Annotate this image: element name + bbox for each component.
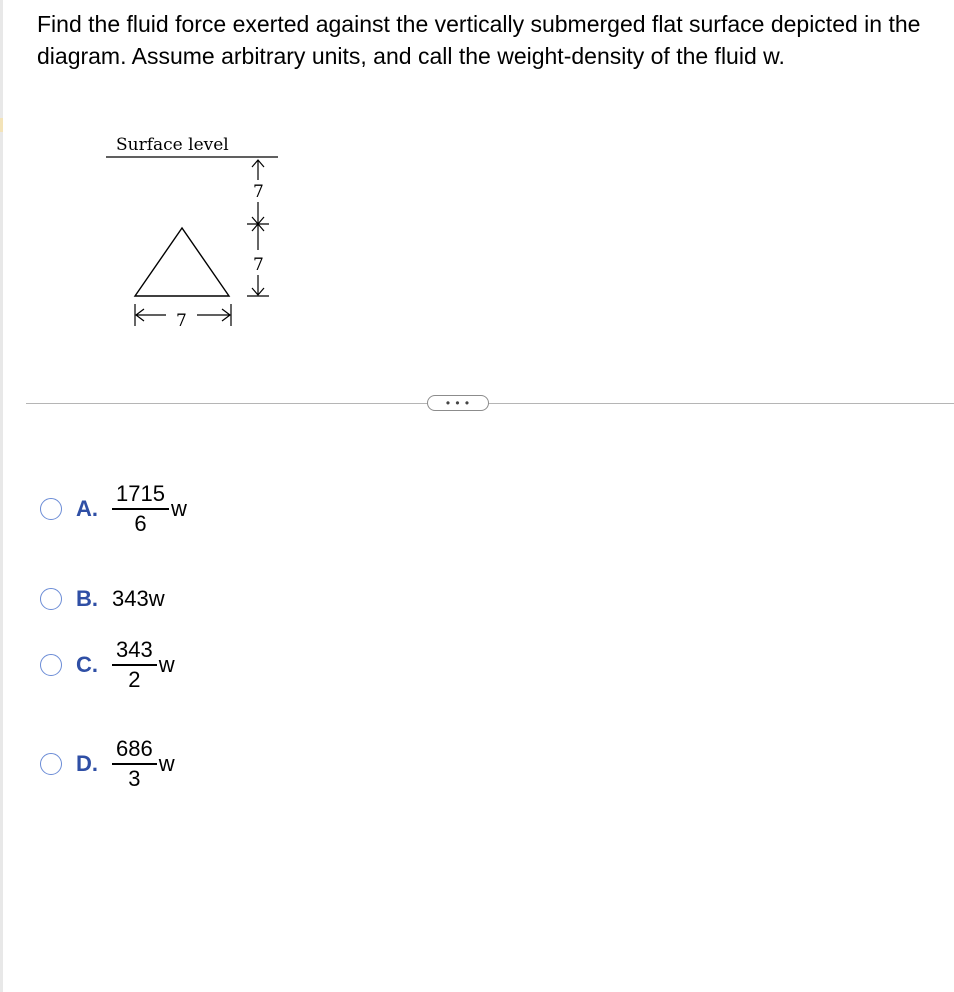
option-c[interactable] — [40, 636, 175, 694]
submerged-triangle-diagram — [100, 130, 290, 340]
option-c-denominator: 2 — [128, 666, 141, 692]
section-divider — [26, 403, 954, 404]
option-b-radio[interactable] — [40, 588, 62, 610]
left-edge-rule — [0, 0, 3, 992]
triangle-plate — [135, 228, 229, 296]
option-d-numerator: 686 — [116, 736, 153, 761]
more-options-button[interactable]: • • • — [427, 395, 489, 411]
option-b[interactable] — [40, 586, 165, 612]
option-a[interactable] — [40, 480, 187, 538]
option-a-radio[interactable] — [40, 498, 62, 520]
option-a-numerator: 1715 — [116, 481, 165, 506]
option-d[interactable] — [40, 735, 175, 793]
option-d-denominator: 3 — [128, 765, 141, 791]
option-c-radio[interactable] — [40, 654, 62, 676]
option-a-fraction — [112, 480, 169, 538]
option-c-letter: C. — [76, 651, 98, 677]
option-c-variable: w — [158, 651, 175, 677]
option-d-radio[interactable] — [40, 753, 62, 775]
question-text: Find the fluid force exerted against the vertically submerged flat surface depicted in the diagram. Assume arbitrary units, and call the weight-density of the fluid w. — [37, 11, 921, 69]
option-b-letter: B. — [76, 586, 98, 611]
depth-dim-label: 7 — [253, 182, 264, 202]
option-d-variable: w — [158, 750, 175, 776]
option-c-fraction — [112, 636, 157, 694]
option-d-fraction — [112, 735, 157, 793]
option-a-letter: A. — [76, 495, 98, 521]
option-b-value: 343w — [112, 586, 165, 611]
option-a-variable: w — [170, 495, 187, 521]
option-d-letter: D. — [76, 750, 98, 776]
option-a-denominator: 6 — [134, 510, 147, 536]
left-edge-marker — [0, 118, 3, 132]
option-c-numerator: 343 — [116, 637, 153, 662]
surface-level-label: Surface level — [116, 135, 229, 155]
height-dim-label: 7 — [253, 255, 264, 275]
base-dim-label: 7 — [176, 311, 187, 331]
